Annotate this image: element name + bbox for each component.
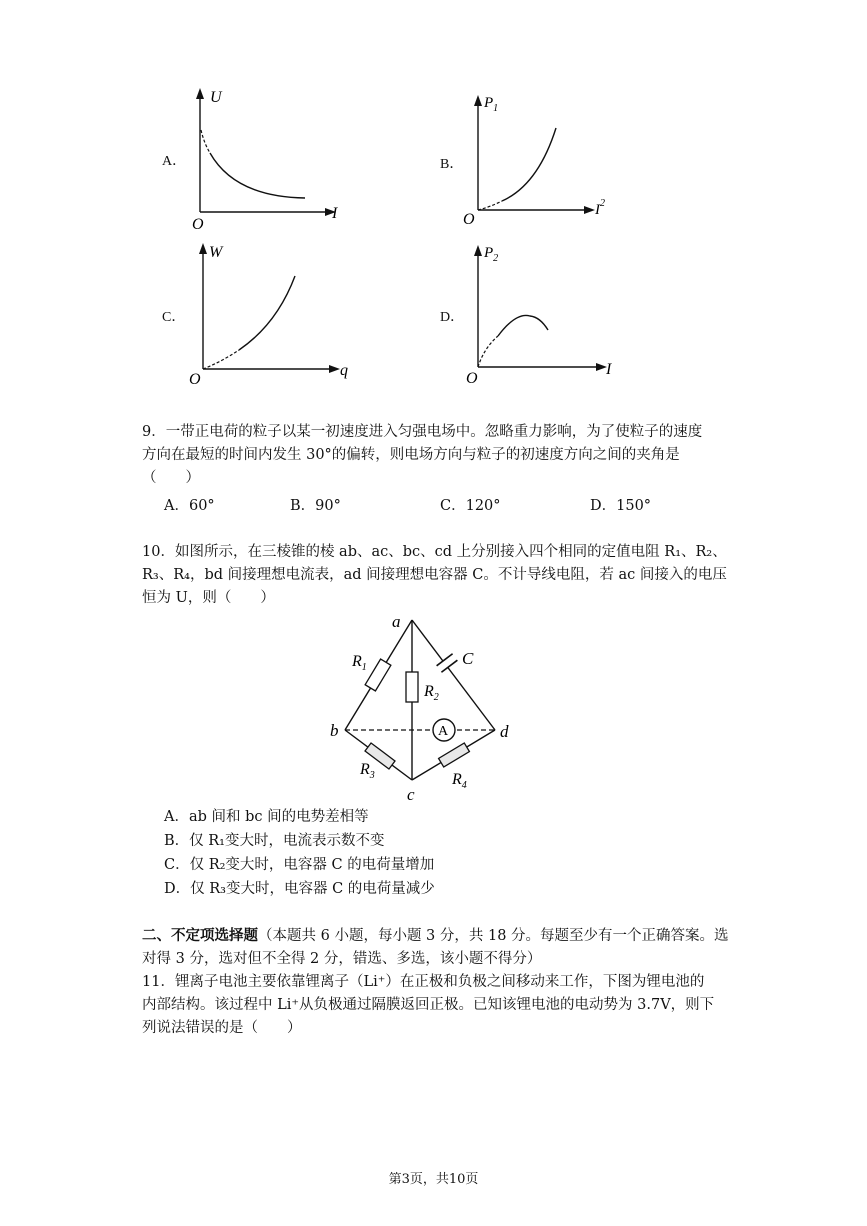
r2-sub: 2 bbox=[433, 692, 439, 703]
section2-line2: 对得 3 分，选对但不全得 2 分，错选、多选，该小题不得分） bbox=[142, 951, 542, 967]
r4-label: R bbox=[452, 771, 462, 788]
section2-desc: （本题共 6 小题，每小题 3 分，共 18 分。每题至少有一个正确答案。选 bbox=[258, 928, 729, 944]
svg-text:P2 bbox=[483, 245, 498, 264]
q9-line3: （ ） bbox=[142, 470, 200, 486]
node-d-label: d bbox=[500, 722, 509, 741]
graph-b-origin: O bbox=[463, 211, 475, 228]
q10-choice-b: B．仅 R₁变大时，电流表示数不变 bbox=[164, 833, 385, 849]
q11-line1: 11．锂离子电池主要依靠锂离子（Li⁺）在正极和负极之间移动来工作，下图为锂电池的 bbox=[142, 974, 705, 990]
resistor-r2 bbox=[406, 672, 418, 702]
node-c-label: c bbox=[407, 785, 415, 804]
graph-c-y-label: W bbox=[209, 244, 223, 261]
q10-line2: R₃、R₄，bd 间接理想电流表，ad 间接理想电容器 C。不计导线电阻，若 ac 间接入的电压 bbox=[142, 567, 727, 583]
q9-line1: 9．一带正电荷的粒子以某一初速度进入匀强电场中。忽略重力影响，为了使粒子的速度 bbox=[142, 424, 703, 440]
graph-b-x-label: I bbox=[595, 202, 600, 218]
q11-line3: 列说法错误的是（ ） bbox=[142, 1020, 302, 1036]
r1-sub: 1 bbox=[361, 662, 367, 673]
svg-text:R2 bbox=[423, 683, 439, 703]
r1-label: R bbox=[352, 653, 362, 670]
svg-text:P1 bbox=[483, 95, 498, 114]
q10-circuit-diagram bbox=[320, 608, 530, 808]
svg-text:R1 bbox=[351, 653, 367, 673]
page-number-footer: 第3页，共10页 bbox=[388, 1172, 479, 1187]
resistor-r1 bbox=[365, 659, 391, 691]
q10-choice-d: D．仅 R₃变大时，电容器 C 的电荷量减少 bbox=[164, 881, 435, 897]
q10-choice-c: C．仅 R₂变大时，电容器 C 的电荷量增加 bbox=[164, 857, 435, 873]
graph-c-x-label: q bbox=[340, 362, 348, 379]
graph-b-x-sup: 2 bbox=[600, 198, 605, 209]
q9-choice-d: D．150° bbox=[590, 498, 652, 514]
graph-b-y-label: P bbox=[484, 95, 494, 111]
r2-label: R bbox=[424, 683, 434, 700]
q11-line2: 内部结构。该过程中 Li⁺从负极通过隔膜返回正极。已知该锂电池的电动势为 3.7V，则下 bbox=[142, 997, 715, 1013]
svg-text:I2 bbox=[594, 198, 605, 218]
graph-d-x-label: I bbox=[606, 361, 612, 378]
r3-sub: 3 bbox=[369, 770, 375, 781]
graph-b bbox=[460, 90, 620, 230]
option-b-letter: B． bbox=[440, 157, 464, 172]
q10-line3: 恒为 U，则（ ） bbox=[142, 590, 275, 606]
graph-c-origin: O bbox=[189, 371, 201, 386]
option-c-letter: C． bbox=[162, 310, 186, 325]
graph-c bbox=[185, 238, 355, 386]
q10-line1: 10．如图所示，在三棱锥的棱 ab、ac、bc、cd 上分别接入四个相同的定值电阻 R₁、R₂、 bbox=[142, 544, 727, 560]
graph-a-origin: O bbox=[192, 216, 204, 233]
ammeter-label: A bbox=[438, 724, 449, 739]
section2-title: 二、不定项选择题 bbox=[142, 927, 258, 944]
node-b-label: b bbox=[330, 721, 339, 740]
q9-choice-b: B．90° bbox=[290, 498, 341, 514]
q10-choice-a: A．ab 间和 bc 间的电势差相等 bbox=[164, 809, 369, 825]
r4-sub: 4 bbox=[461, 780, 467, 791]
capacitor-label: C bbox=[462, 649, 474, 668]
graph-d-y-sub: 2 bbox=[493, 253, 499, 264]
graph-d-y-label: P bbox=[484, 245, 494, 261]
graph-d-origin: O bbox=[466, 370, 478, 386]
q9-line2: 方向在最短的时间内发生 30°的偏转，则电场方向与粒子的初速度方向之间的夹角是 bbox=[142, 447, 680, 463]
option-d-letter: D． bbox=[440, 310, 465, 325]
resistor-r4 bbox=[439, 743, 470, 767]
svg-text:R4 bbox=[451, 771, 467, 791]
node-a-label: a bbox=[392, 612, 401, 631]
graph-d bbox=[460, 240, 620, 386]
q9-choice-a: A．60° bbox=[164, 498, 215, 514]
graph-b-y-sub: 1 bbox=[493, 103, 499, 114]
option-a-letter: A． bbox=[162, 154, 187, 169]
svg-text:R3 bbox=[359, 761, 375, 781]
graph-a-y-label: U bbox=[210, 89, 222, 106]
graph-a bbox=[180, 85, 340, 233]
section2-header bbox=[142, 925, 729, 947]
r3-label: R bbox=[360, 761, 370, 778]
q9-choice-c: C．120° bbox=[440, 498, 501, 514]
graph-a-x-label: I bbox=[332, 205, 338, 222]
